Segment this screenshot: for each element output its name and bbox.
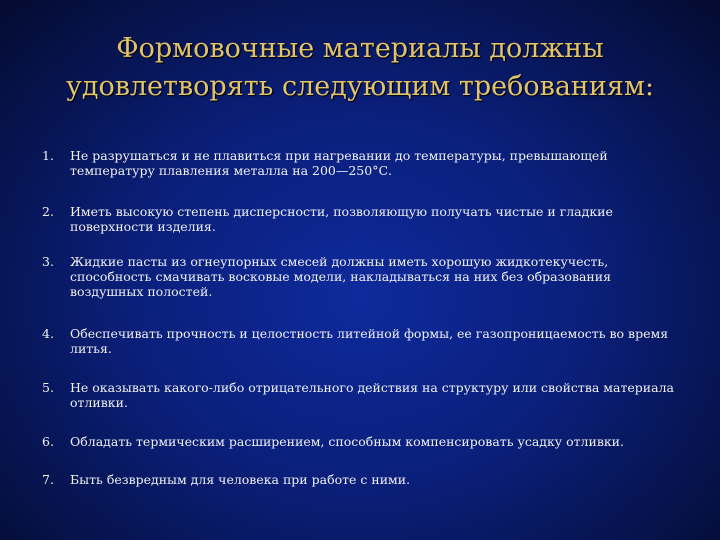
list-item — [42, 326, 682, 356]
list-item-number: 6. — [42, 434, 54, 449]
list-item-text: Жидкие пасты из огнеупорных смесей должны иметь хорошую жидкотекучесть, способность смачивать восковые модели, накладываться на них без образования воздушных полостей. — [70, 254, 611, 299]
slide-title-line-1: Формовочные материалы должны — [116, 33, 604, 64]
slide-title-line-2: удовлетворять следующим требованиям: — [65, 71, 655, 102]
slide-title — [40, 30, 680, 106]
list-item-text: Не оказывать какого-либо отрицательного действия на структуру или свойства материала отливки. — [70, 380, 674, 410]
list-item-number: 5. — [42, 380, 54, 395]
list-item-text: Обладать термическим расширением, способным компенсировать усадку отливки. — [70, 434, 624, 449]
list-item-number: 2. — [42, 204, 54, 219]
list-item-number: 7. — [42, 472, 54, 487]
list-item-number: 1. — [42, 148, 54, 163]
list-item — [42, 380, 682, 410]
list-item-number: 3. — [42, 254, 54, 269]
list-item-text: Обеспечивать прочность и целостность литейной формы, ее газопроницаемость во время литья. — [70, 326, 669, 356]
list-item — [42, 434, 682, 449]
list-item — [42, 204, 682, 234]
list-item-text: Быть безвредным для человека при работе с ними. — [70, 472, 411, 487]
list-item — [42, 254, 682, 299]
list-item — [42, 472, 682, 487]
list-item-text: Иметь высокую степень дисперсности, позволяющую получать чистые и гладкие поверхности изделия. — [70, 204, 613, 234]
list-item — [42, 148, 682, 178]
list-item-text: Не разрушаться и не плавиться при нагревании до температуры, превышающей температуру плавления металла на 200—250°С. — [70, 148, 608, 178]
list-item-number: 4. — [42, 326, 54, 341]
